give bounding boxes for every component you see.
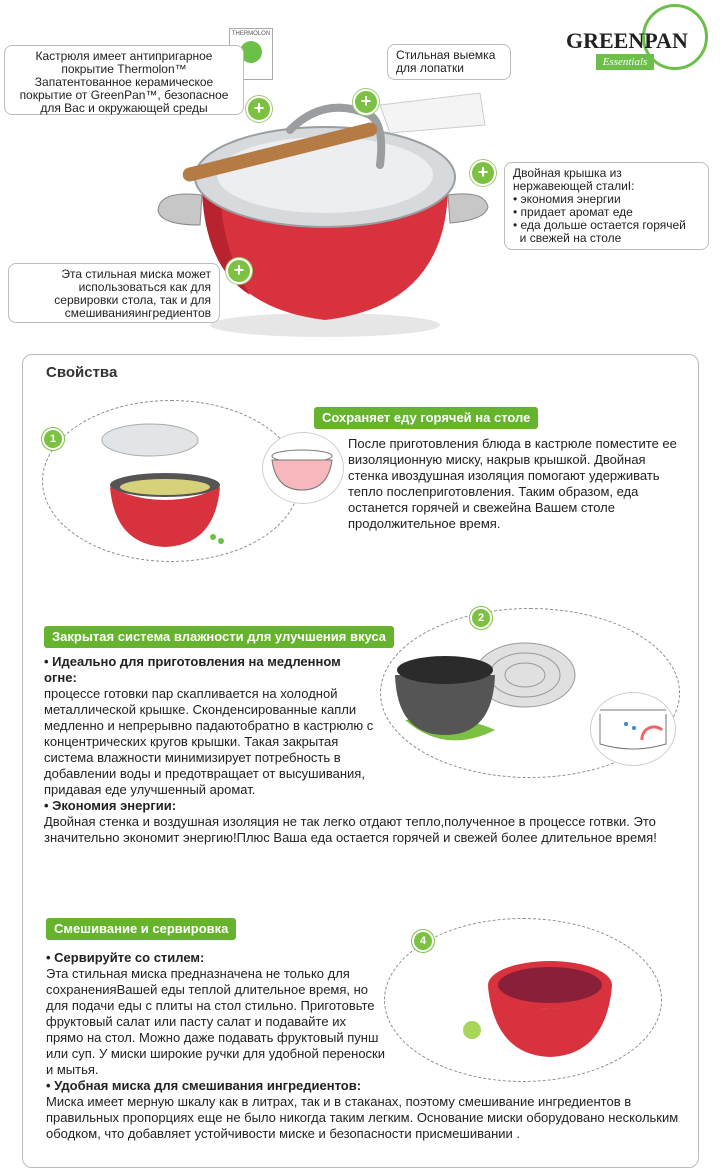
section2-bullet2-title: • Экономия энергии: [44,798,177,813]
section1-diagram [266,444,338,494]
section2-bullet1 [44,654,374,686]
steam-drop [624,722,628,726]
pot-handle-left [158,194,202,225]
lid-line: • придает аромат еде [513,205,633,219]
heat-arc [642,727,662,740]
section2-bullet1-title: • Идеально для приготовления на медленном огне: [44,654,341,685]
lid-line: Двойная крышка из нержавеющей сталиI: [513,166,635,193]
fruit-salad [498,967,602,1003]
glass-lid [102,424,198,456]
callout-bowl: Эта стильная миска может использоваться как для сервировки стола, так и для смешиванияингредиентов [8,263,220,323]
section3-number-badge: 4 [412,930,434,952]
callout-spatula: Стильная выемка для лопатки [387,44,511,80]
spatula-head [380,93,485,133]
lid-line: и свежей на столе [513,231,622,245]
pot-handle-right [448,194,488,223]
mussels [397,656,493,684]
callout-coating: Кастрюля имеет антипригарное покрытие Thermolon™ Запатентованное керамическое покрытие от GreenPan™, безопасное для Вас и окружающей среды [4,45,244,115]
plus-icon-spatula[interactable]: + [353,89,379,115]
pea [218,538,224,544]
plus-icon-coating[interactable]: + [246,96,272,122]
section2-bullet1-text: процессе готовки пар скапливается на холодной металлической крышке. Сконденсированные капли медленно и непрерывно падаютобратно в кастрюлю с концентрических кругов крышки. Такая закрытая система влажности минимизирует потребность в добавлении воды и предотвращает от высушивания, придавая еде улучшенный аромат. [44,686,374,797]
logo-tagline: Essentials [596,54,654,70]
lid-line: • еда дольше остается горячей [513,218,686,232]
plus-icon-bowl[interactable]: + [226,258,252,284]
section3-heading: Смешивание и сервировка [46,918,236,940]
lime-slice [463,1021,481,1039]
panel-title: Свойства [46,364,118,381]
section3-bullet1-text: Эта стильная миска предназначена не только для сохраненияВашей еды теплой длительное время, но для подачи еды с плиты на стол стильно. Приготовьте фруктовый салат или пасту салат и подавайте их прямо на стол. Можно даже подавать фруктовый пунш или суп. У миски широкие ручки для удобной переноски и мытья. [46,966,385,1077]
section3-bullet2-title: • Удобная миска для смешивания ингредиентов: [46,1078,362,1093]
section2-bullet2-text: Двойная стенка и воздушная изоляция не так легко отдают тепло,полученное в процессе готвки. Это значительно экономит энергию!Плюс Ваша еда остается горячей и свежей более длительное время! [44,814,657,845]
section1-number-badge: 1 [42,428,64,450]
greenpan-logo [566,4,718,74]
lid-inner [217,137,433,213]
logo-wordmark: GREENPAN [566,28,688,53]
steam-drop [632,726,636,730]
soup [120,479,210,495]
section1-pot-image [95,405,245,555]
section3-bullet1-title: • Сервируйте со стилем: [46,950,205,965]
plus-icon-lid[interactable]: + [470,160,496,186]
badge-brand: THERMOLON [231,31,271,37]
callout-lid [504,162,709,250]
section2-heading: Закрытая система влажности для улучшения вкуса [44,626,394,648]
section2-diagram [596,700,670,756]
section3-bowl-image [460,945,630,1065]
section3-bullet2-text: Миска имеет мерную шкалу как в литрах, так и в стаканах, поэтому смешивание ингредиентов в правильных пропорциях еще не было никогда таким легким. Основание миски оборудовано нескольким ободком, что добавляет устойчивости миске и безопасности присмешивании . [46,1094,679,1141]
section2-pot-image [385,635,585,755]
lid-line: • экономия энергии [513,192,621,206]
section1-heading: Сохраняет еду горячей на столе [314,407,538,429]
diagram-pot [600,714,666,749]
section1-text: После приготовления блюда в кастрюле поместите ее визоляционную миску, накрыв крышкой. Двойная стенка ивоздушная изоляция помогают удерживать тепло послеприготовления. Таким образом, еда останется горячей и свежейна Вашем столе продолжительное время. [348,436,677,531]
pea [210,534,216,540]
diagram-bowl [272,460,332,490]
section2-number-badge: 2 [470,607,492,629]
